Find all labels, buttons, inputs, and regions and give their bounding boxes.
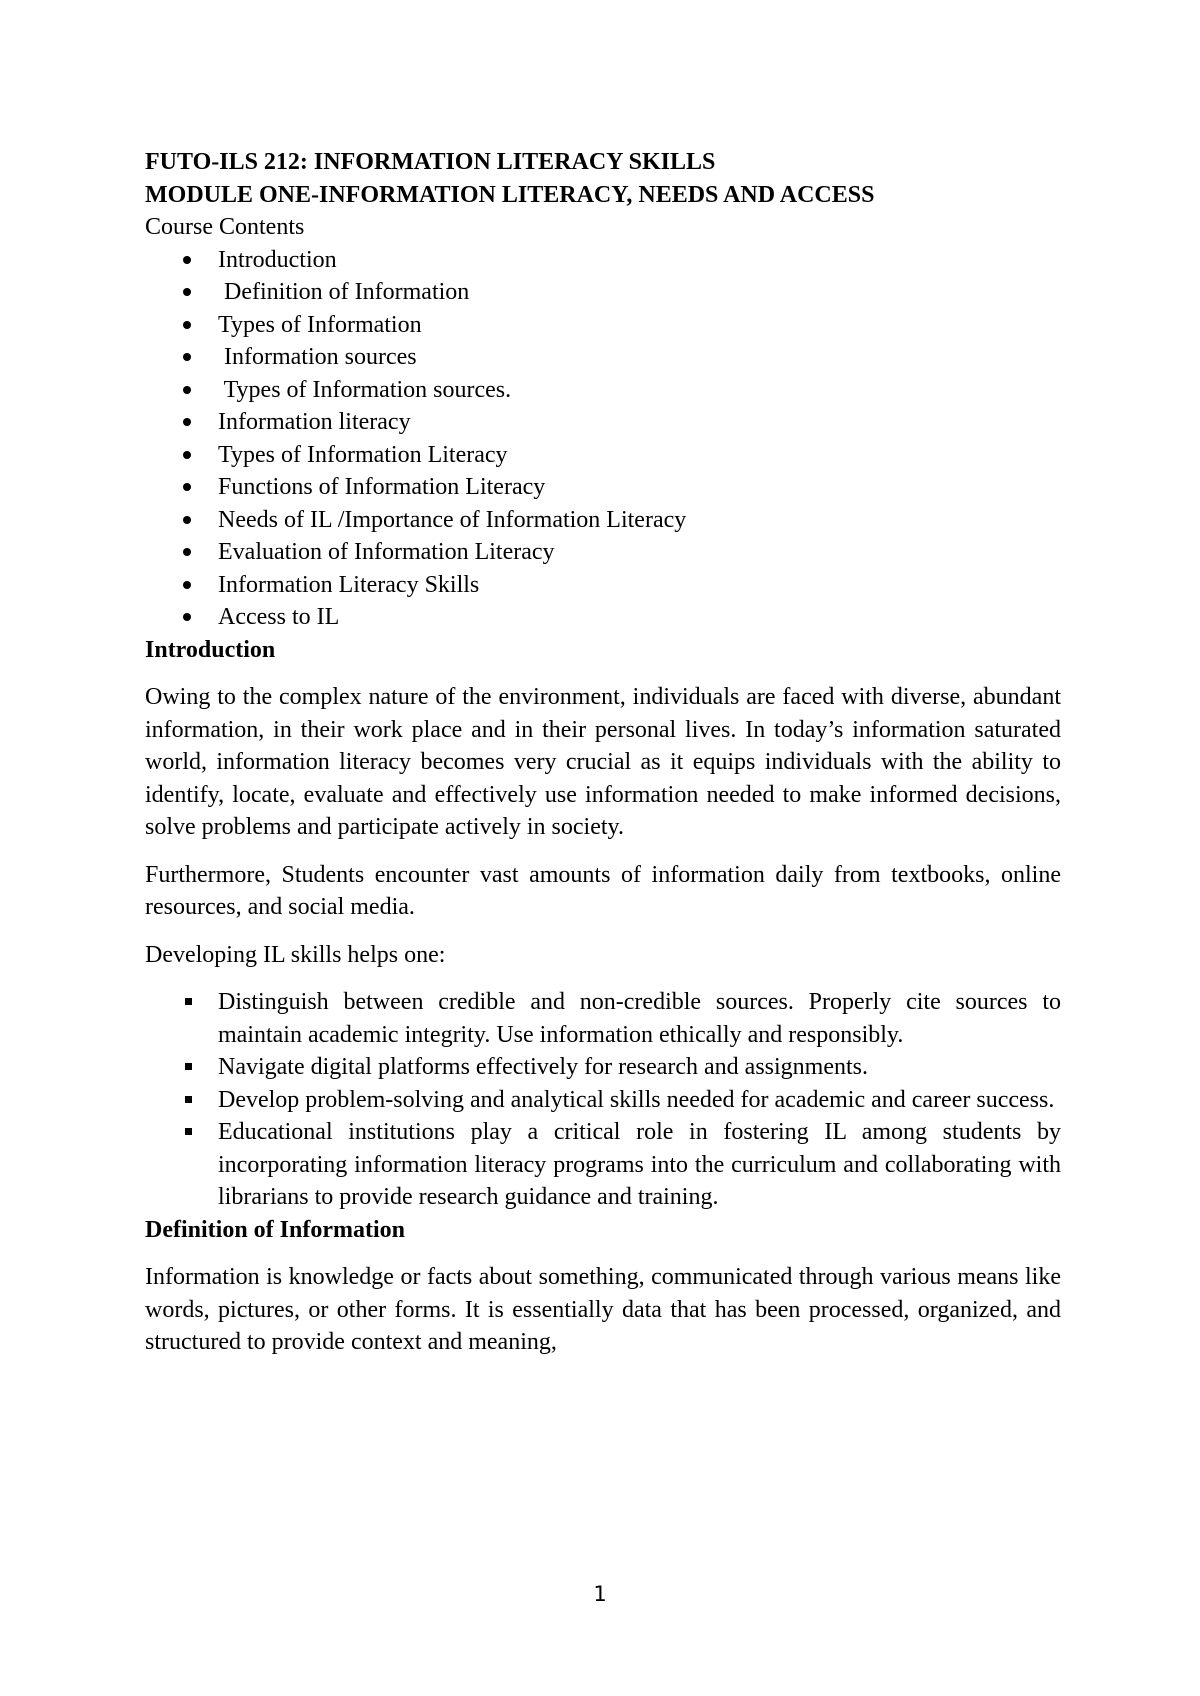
bullet-icon <box>183 353 191 361</box>
bullet-icon <box>183 516 191 524</box>
introduction-paragraph: Developing IL skills helps one: <box>145 941 446 968</box>
list-item: Navigate digital platforms effectively for research and assignments. <box>145 1051 1061 1084</box>
bullet-icon <box>183 548 191 556</box>
list-item: Information literacy <box>145 406 1061 439</box>
list-item: Educational institutions play a critical role in fostering IL among students by incorporating information literacy programs into the curriculum and collaborating with librarians to provide research guidance and training. <box>145 1116 1061 1214</box>
course-contents-label: Course Contents <box>145 214 305 240</box>
square-bullet-icon <box>185 1128 192 1135</box>
list-item: Access to IL <box>145 601 1061 634</box>
square-bullet-icon <box>185 1096 192 1103</box>
square-bullet-icon <box>185 1063 192 1070</box>
list-item: Needs of IL /Importance of Information Literacy <box>145 504 1061 537</box>
bullet-icon <box>183 483 191 491</box>
bullet-icon <box>183 321 191 329</box>
list-item: Evaluation of Information Literacy <box>145 536 1061 569</box>
introduction-paragraph: Furthermore, Students encounter vast amounts of information daily from textbooks, online resources, and social media. <box>145 861 1061 920</box>
definition-paragraph: Information is knowledge or facts about something, communicated through various means like words, pictures, or other forms. It is essentially data that has been processed, organized, and structured to provide context and meaning, <box>145 1264 1061 1355</box>
bullet-icon <box>183 451 191 459</box>
skills-list <box>145 986 1061 1214</box>
bullet-icon <box>183 256 191 264</box>
list-item: Types of Information Literacy <box>145 439 1061 472</box>
list-item: Develop problem-solving and analytical skills needed for academic and career success. <box>145 1084 1061 1117</box>
list-item: Types of Information <box>145 309 1061 342</box>
bullet-icon <box>183 288 191 296</box>
list-item: Introduction <box>145 244 1061 277</box>
document-title: FUTO-ILS 212: INFORMATION LITERACY SKILLS <box>145 149 716 175</box>
introduction-paragraph: Owing to the complex nature of the environment, individuals are faced with diverse, abundant information, in their work place and in their personal lives. In today’s information saturated world, information literacy becomes very crucial as it equips individuals with the ability to identify, locate, evaluate and effectively use information needed to make informed decisions, solve problems and participate actively in society. <box>145 684 1061 840</box>
list-item: Definition of Information <box>145 276 1061 309</box>
definition-heading: Definition of Information <box>145 1216 405 1243</box>
square-bullet-icon <box>185 998 192 1005</box>
module-title: MODULE ONE-INFORMATION LITERACY, NEEDS AND ACCESS <box>145 181 875 208</box>
course-contents-list <box>145 244 1061 634</box>
page-number: 1 <box>593 1582 607 1606</box>
bullet-icon <box>183 581 191 589</box>
list-item: Distinguish between credible and non-credible sources. Properly cite sources to maintain academic integrity. Use information ethically and responsibly. <box>145 986 1061 1051</box>
page-content <box>145 146 1061 1359</box>
list-item: Functions of Information Literacy <box>145 471 1061 504</box>
bullet-icon <box>183 386 191 394</box>
bullet-icon <box>183 418 191 426</box>
introduction-heading: Introduction <box>145 636 276 663</box>
list-item: Information Literacy Skills <box>145 569 1061 602</box>
list-item: Information sources <box>145 341 1061 374</box>
list-item: Types of Information sources. <box>145 374 1061 407</box>
bullet-icon <box>183 613 191 621</box>
